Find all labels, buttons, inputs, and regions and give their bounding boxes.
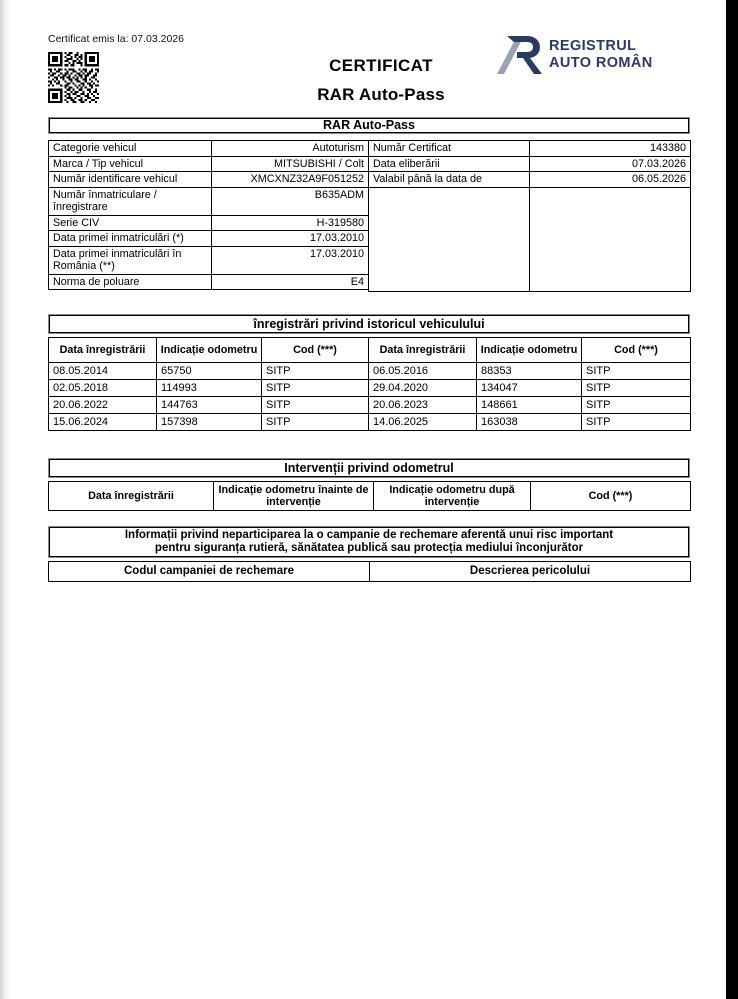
column-header: Codul campaniei de rechemare [49,562,370,582]
table-row [369,172,691,188]
watermark: autovit.ro [14,970,97,989]
cell-odometer: 134047 [477,380,582,397]
row-label: Marca / Tip vehicul [49,156,212,172]
interventions-band [48,458,690,478]
rar-logo-text [549,38,653,71]
recall-band-title-line2: pentru siguranța rutieră, sănătatea publică sau protecția mediului înconjurător [154,542,584,554]
row-label: Serie CIV [49,215,212,231]
cell-date: 08.05.2014 [49,363,157,380]
column-header: Data înregistrării [49,482,214,511]
cell-code: SITP [582,397,691,414]
row-value: MITSUBISHI / Colt [212,156,369,172]
issue-date-label: Certificat emis la: 07.03.2026 [48,33,184,45]
column-header: Cod (***) [582,338,691,363]
table-row [49,380,691,397]
table-row [49,414,691,431]
recall-band-title-line1: Informații privind neparticiparea la o campanie de rechemare aferentă unui risc important [124,528,614,541]
history-band [48,314,690,334]
column-header: Indicație odometru [477,338,582,363]
column-header: Indicație odometru [157,338,262,363]
table-row [49,141,369,157]
column-header: Descrierea pericolului [370,562,691,582]
table-row [49,246,369,274]
cell-code: SITP [262,380,369,397]
table-row [369,141,691,157]
row-value: B635ADM [212,187,369,215]
row-label: Data primei inmatriculări în România (**) [49,246,212,274]
row-value: 07.03.2026 [530,156,691,172]
cell-odometer: 163038 [477,414,582,431]
row-label: Număr identificare vehicul [49,172,212,188]
page-edge-shadow [0,0,10,999]
column-header: Cod (***) [531,482,691,511]
cell-date: 20.06.2023 [369,397,477,414]
table-header-row [49,338,691,363]
cell-odometer: 88353 [477,363,582,380]
cell-date: 02.05.2018 [49,380,157,397]
rar-logo [497,33,662,79]
main-table-band-title: RAR Auto-Pass [323,118,415,133]
row-label: Norma de poluare [49,274,212,290]
row-label: Valabil până la data de [369,172,530,188]
rar-logo-icon [497,33,545,77]
cell-date: 15.06.2024 [49,414,157,431]
cell-odometer: 157398 [157,414,262,431]
table-row [49,397,691,414]
cell-odometer: 144763 [157,397,262,414]
empty-cell [530,187,691,291]
cell-date: 14.06.2025 [369,414,477,431]
table-row [49,274,369,290]
cell-date: 20.06.2022 [49,397,157,414]
interventions-band-title: Intervenții privind odometrul [284,460,454,475]
cell-odometer: 65750 [157,363,262,380]
title-certificat: CERTIFICAT [329,56,433,75]
rar-logo-line2: AUTO ROMÂN [549,54,653,71]
column-header: Data înregistrării [49,338,157,363]
row-label: Data primei inmatriculări (*) [49,231,212,247]
row-value: 06.05.2026 [530,172,691,188]
table-row [49,363,691,380]
cell-code: SITP [262,397,369,414]
row-label: Data eliberării [369,156,530,172]
certificate-details-table [368,140,691,292]
row-value: 143380 [530,141,691,157]
row-value: 17.03.2010 [212,231,369,247]
recall-campaign-table [48,561,691,582]
cell-code: SITP [262,414,369,431]
qr-code [48,52,99,103]
cell-code: SITP [582,380,691,397]
cell-code: SITP [582,363,691,380]
table-row-empty [369,187,691,291]
row-value: Autoturism [212,141,369,157]
row-label: Număr Certificat [369,141,530,157]
table-row [49,187,369,215]
rar-logo-line1: REGISTRUL [549,38,637,54]
page-edge-band [726,0,738,999]
table-row [49,231,369,247]
column-header: Cod (***) [262,338,369,363]
table-header-row [49,482,691,511]
row-label: Categorie vehicul [49,141,212,157]
row-value: 17.03.2010 [212,246,369,274]
title-rar-auto-pass: RAR Auto-Pass [317,85,445,104]
cell-odometer: 114993 [157,380,262,397]
table-header-row [49,562,691,582]
cell-code: SITP [262,363,369,380]
row-value: H-319580 [212,215,369,231]
row-label: Număr înmatriculare / înregistrare [49,187,212,215]
cell-date: 29.04.2020 [369,380,477,397]
table-row [49,156,369,172]
row-value: E4 [212,274,369,290]
main-table-band [48,117,690,134]
cell-date: 06.05.2016 [369,363,477,380]
vehicle-details-table [48,140,369,290]
history-band-title: înregistrări privind istoricul vehiculului [253,316,485,331]
cell-odometer: 148661 [477,397,582,414]
empty-cell [369,187,530,291]
recall-band [48,526,690,558]
table-row [49,172,369,188]
page-title [236,56,526,105]
column-header: Indicație odometru după intervenție [374,482,531,511]
table-row [369,156,691,172]
odometer-interventions-table [48,481,691,511]
column-header: Indicație odometru înainte de intervenție [214,482,374,511]
column-header: Data înregistrării [369,338,477,363]
table-row [49,215,369,231]
vehicle-history-table [48,337,691,431]
row-value: XMCXNZ32A9F051252 [212,172,369,188]
cell-code: SITP [582,414,691,431]
